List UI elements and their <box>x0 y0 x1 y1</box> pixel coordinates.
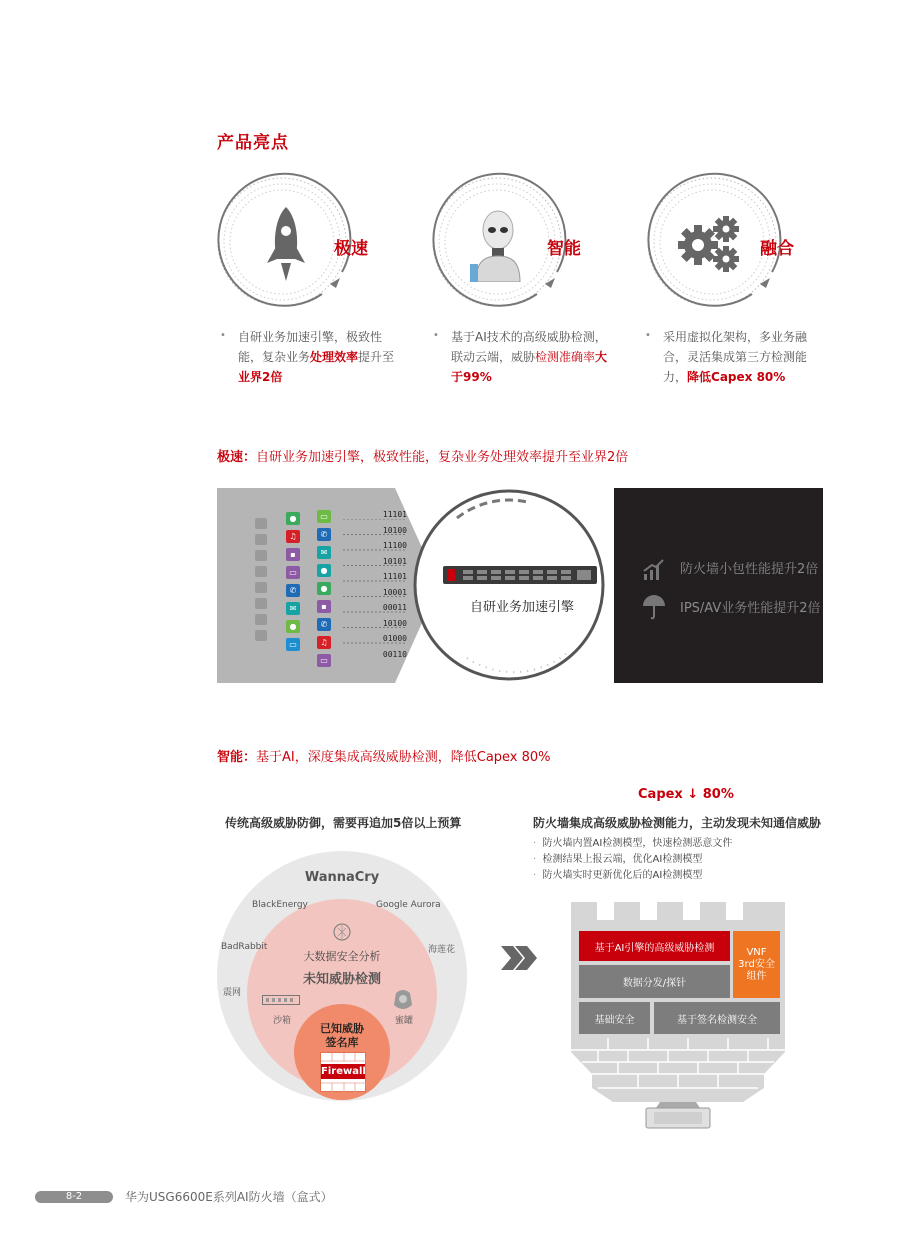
phone-icon: ✆ <box>286 584 300 597</box>
music-icon: ♫ <box>286 530 300 543</box>
music-icon: ♫ <box>317 636 331 649</box>
desktop-icon: ▭ <box>317 510 331 523</box>
chart-up-icon <box>642 558 666 582</box>
mail-icon: ✉ <box>286 602 300 615</box>
binary-row: 00011 <box>382 603 407 612</box>
speed-heading: 极速：自研业务加速引擎，极致性能，复杂业务处理效率提升至业界2倍 <box>217 450 629 465</box>
vnf-label: VNF <box>746 946 767 958</box>
traditional-title: 传统高级威胁防御，需要再追加5倍以上预算 <box>225 816 462 830</box>
wall-ai-engine: 基于AI引擎的高级威胁检测 <box>579 931 730 961</box>
app-icon-column-2 <box>317 510 331 667</box>
binary-row: 11101 <box>382 572 407 581</box>
perf-line-2: IPS/AV业务性能提升2倍 <box>680 601 821 616</box>
highlight-desc-speed: 自研业务加速引擎，极致性 能，复杂业务处理效率提升至 业界2倍 <box>238 330 395 384</box>
umbrella-icon <box>642 594 666 620</box>
cart-icon: ▪ <box>317 600 331 613</box>
middle-label-unknown-threat: 未知威胁检测 <box>302 972 381 987</box>
outer-label-wannacry: WannaCry <box>304 870 380 885</box>
brain-icon <box>332 922 352 942</box>
binary-row: 01000 <box>382 634 407 643</box>
binary-row: 11101 <box>382 510 407 519</box>
robot-icon <box>470 208 526 282</box>
inner-label-signature-db: 签名库 <box>325 1036 359 1049</box>
smart-heading: 智能：基于AI，深度集成高级威胁检测，降低Capex 80% <box>217 750 551 765</box>
app-icon-column-1 <box>286 512 300 651</box>
integrated-bullet: 防火墙实时更新优化后的AI检测模型 <box>542 870 703 881</box>
page-number-badge: 8-2 <box>35 1191 113 1203</box>
threat-circle-diagram <box>216 850 468 1102</box>
highlight-desc-fusion: 采用虚拟化架构，多业务融 合，灵活集成第三方检测能 力，降低Capex 80% <box>663 330 808 384</box>
vnf-component-label: 组件 <box>746 970 767 982</box>
cart-icon <box>255 550 267 561</box>
screen-icon: ▭ <box>286 566 300 579</box>
sandbox-label: 沙箱 <box>273 1016 292 1026</box>
wall-basic-security: 基础安全 <box>579 1002 650 1034</box>
binary-row: 10100 <box>382 525 407 535</box>
integrated-bullet: 防火墙内置AI检测模型，快速检测恶意文件 <box>542 838 733 849</box>
binary-arrows <box>343 519 407 679</box>
music-icon <box>255 534 267 545</box>
wall-signature-security: 基于签名检测安全 <box>654 1002 780 1034</box>
screen-icon: ▭ <box>317 654 331 667</box>
honeypot-label: 蜜罐 <box>395 1016 414 1026</box>
outer-label-oceanlotus: 海莲花 <box>428 945 456 955</box>
outer-label-stuxnet: 震网 <box>223 988 242 998</box>
binary-row: 10001 <box>382 587 407 597</box>
firewall-appliance-image <box>443 564 597 586</box>
highlight-desc-smart: 基于AI技术的高级威胁检测， 联动云端，威胁检测准确率大 于99% <box>451 330 608 384</box>
binary-row: 11100 <box>382 541 407 550</box>
bullet-dot: • <box>433 330 439 341</box>
chat-icon: ● <box>317 582 331 595</box>
desktop-icon: ▭ <box>286 638 300 651</box>
outer-label-badrabbit: BadRabbit <box>221 942 268 952</box>
binary-row: 10100 <box>382 618 407 628</box>
engine-label: 自研业务加速引擎 <box>469 600 574 615</box>
chat-icon: ● <box>286 620 300 633</box>
highlight-title-fusion: 融合 <box>760 239 794 259</box>
mic-icon: ● <box>286 512 300 525</box>
vnf-3rd-label: 3rd安全 <box>738 958 775 970</box>
chat-icon <box>255 614 267 625</box>
server-icon <box>262 995 300 1005</box>
outer-label-google-aurora: Google Aurora <box>376 900 441 910</box>
wall-vnf <box>733 931 780 998</box>
mic-icon: ● <box>317 564 331 577</box>
desktop-icon <box>255 630 267 641</box>
firewall-brick-icon <box>320 1052 366 1092</box>
firewall-wall-diagram <box>568 902 788 1132</box>
double-chevron-icon <box>499 944 539 972</box>
firewall-label: Firewall <box>321 1066 366 1077</box>
section-title: 产品亮点 <box>217 133 289 153</box>
bullet-dot: • <box>645 330 651 341</box>
highlight-title-speed: 极速 <box>334 239 368 259</box>
screen-icon <box>255 566 267 577</box>
bullet-dot: • <box>220 330 226 341</box>
binary-row: 00110 <box>382 649 407 659</box>
honeypot-icon <box>392 987 414 1011</box>
wall-distribution: 数据分发/探针 <box>579 965 730 998</box>
gears-icon <box>676 213 742 275</box>
phone-icon: ✆ <box>317 528 331 541</box>
integrated-bullet: 检测结果上报云端，优化AI检测模型 <box>542 854 703 865</box>
mail-icon <box>255 598 267 609</box>
app-icon-column-gray <box>255 518 267 641</box>
mic-icon <box>255 518 267 529</box>
speed-diagram <box>217 488 823 683</box>
rocket-icon <box>263 205 309 285</box>
integrated-title: 防火墙集成高级威胁检测能力，主动发现未知通信威胁 <box>533 816 822 830</box>
perf-line-1: 防火墙小包性能提升2倍 <box>680 562 819 577</box>
outer-label-blackenergy: BlackEnergy <box>252 900 308 910</box>
highlight-title-smart: 智能 <box>547 239 581 259</box>
footer-doc-title: 华为USG6600E系列AI防火墙（盒式） <box>125 1190 333 1204</box>
integrated-bullets: · 防火墙内置AI检测模型，快速检测恶意文件 · 检测结果上报云端，优化AI检测模型 · 防火墙实时更新优化后的AI检测模型 <box>533 838 733 881</box>
phone-icon: ✆ <box>317 618 331 631</box>
phone-icon <box>255 582 267 593</box>
capex-label: Capex ↓ 80% <box>638 787 734 802</box>
cart-icon: ▪ <box>286 548 300 561</box>
mail-icon: ✉ <box>317 546 331 559</box>
middle-label-bigdata: 大数据安全分析 <box>303 950 381 963</box>
inner-label-known-threat: 已知威胁 <box>320 1022 364 1035</box>
binary-row: 10101 <box>382 556 407 566</box>
